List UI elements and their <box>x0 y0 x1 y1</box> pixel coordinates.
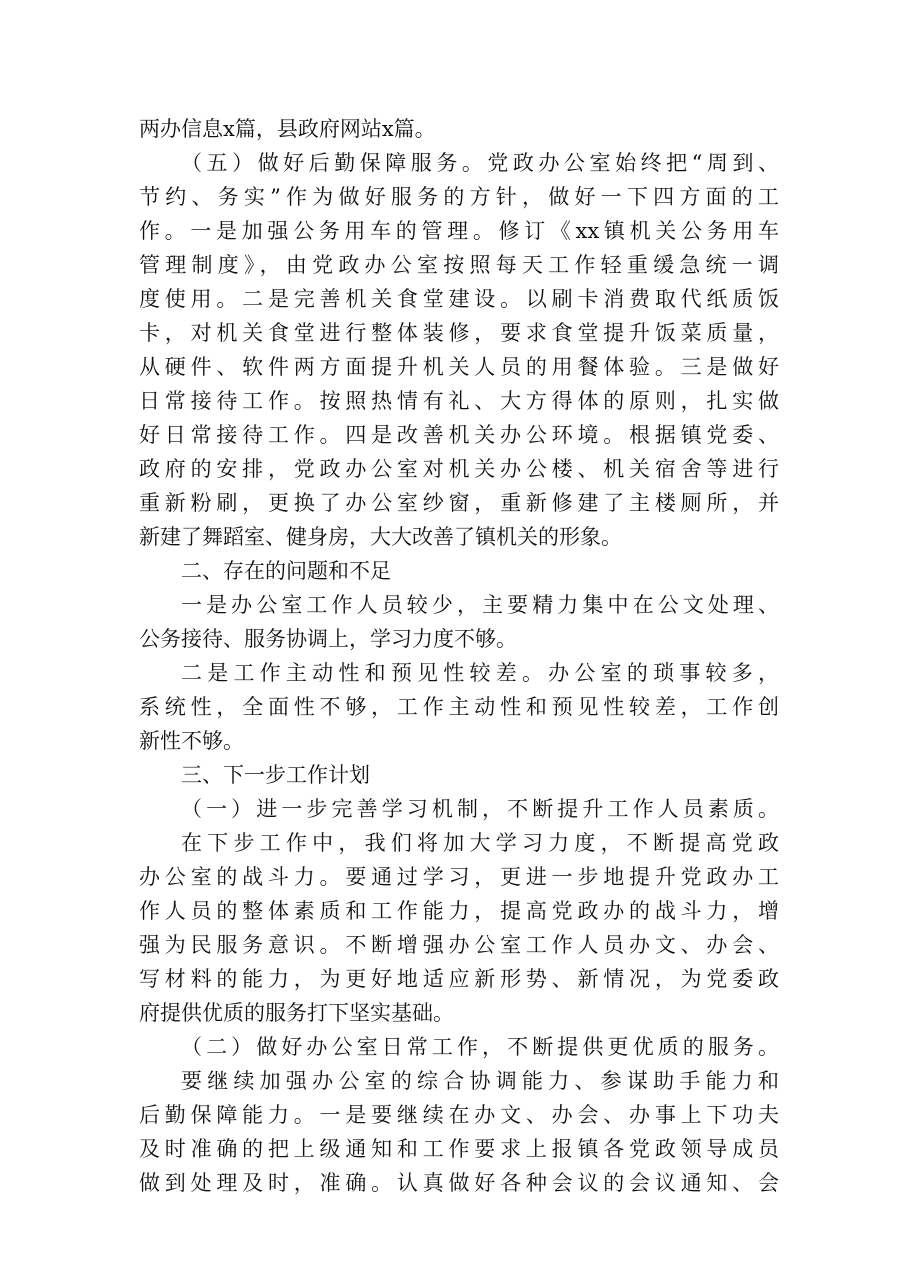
text-line: 一是办公室工作人员较少，主要精力集中在公文处理、 <box>181 593 779 617</box>
text-line: 要继续加强办公室的综合协调能力、参谋助手能力和 <box>181 1069 779 1093</box>
text-line: 节约、务实”作为做好服务的方针，做好一下四方面的工 <box>139 185 779 209</box>
text-line: 在下步工作中，我们将加大学习力度，不断提高党政 <box>181 831 779 855</box>
text-line: 新性不够。 <box>139 729 244 753</box>
text-line: 后勤保障能力。一是要继续在办文、办会、办事上下功夫 <box>139 1103 779 1127</box>
text-line: （一）进一步完善学习机制，不断提升工作人员素质。 <box>181 797 779 821</box>
text-line: 重新粉刷，更换了办公室纱窗，重新修建了主楼厕所，并 <box>139 491 779 515</box>
text-line: 及时准确的把上级通知和工作要求上报镇各党政领导成员 <box>139 1137 779 1161</box>
text-line: 两办信息x篇，县政府网站x篇。 <box>139 117 436 141</box>
text-line: 作。一是加强公务用车的管理。修订《xx镇机关公务用车 <box>139 219 779 243</box>
text-line: 写材料的能力，为更好地适应新形势、新情况，为党委政 <box>139 967 779 991</box>
text-line: 府提供优质的服务打下坚实基础。 <box>139 1001 454 1025</box>
text-line: 强为民服务意识。不断增强办公室工作人员办文、办会、 <box>139 933 779 957</box>
text-line: 办公室的战斗力。要通过学习，更进一步地提升党政办工 <box>139 865 779 889</box>
text-line: 度使用。二是完善机关食堂建设。以刷卡消费取代纸质饭 <box>139 287 779 311</box>
document-body <box>139 112 779 1200</box>
text-line: 作人员的整体素质和工作能力，提高党政办的战斗力，增 <box>139 899 779 923</box>
text-line: 做到处理及时，准确。认真做好各种会议的会议通知、会 <box>139 1171 779 1195</box>
text-line: 卡，对机关食堂进行整体装修，要求食堂提升饭菜质量， <box>139 321 779 345</box>
text-line: 二是工作主动性和预见性较差。办公室的琐事较多， <box>181 661 779 685</box>
text-line: （五）做好后勤保障服务。党政办公室始终把“周到、 <box>181 151 779 175</box>
text-line: 系统性，全面性不够，工作主动性和预见性较差，工作创 <box>139 695 779 719</box>
text-line: 从硬件、软件两方面提升机关人员的用餐体验。三是做好 <box>139 355 779 379</box>
text-line: 日常接待工作。按照热情有礼、大方得体的原则，扎实做 <box>139 389 779 413</box>
text-line: 管理制度》，由党政办公室按照每天工作轻重缓急统一调 <box>139 253 779 277</box>
section-heading: 三、下一步工作计划 <box>181 763 370 787</box>
text-line: 公务接待、服务协调上，学习力度不够。 <box>139 627 517 651</box>
text-line: 好日常接待工作。四是改善机关办公环境。根据镇党委、 <box>139 423 779 447</box>
text-line: 政府的安排，党政办公室对机关办公楼、机关宿舍等进行 <box>139 457 779 481</box>
section-heading: 二、存在的问题和不足 <box>181 559 391 583</box>
text-line: （二）做好办公室日常工作，不断提供更优质的服务。 <box>181 1035 779 1059</box>
text-line: 新建了舞蹈室、健身房，大大改善了镇机关的形象。 <box>139 525 622 549</box>
